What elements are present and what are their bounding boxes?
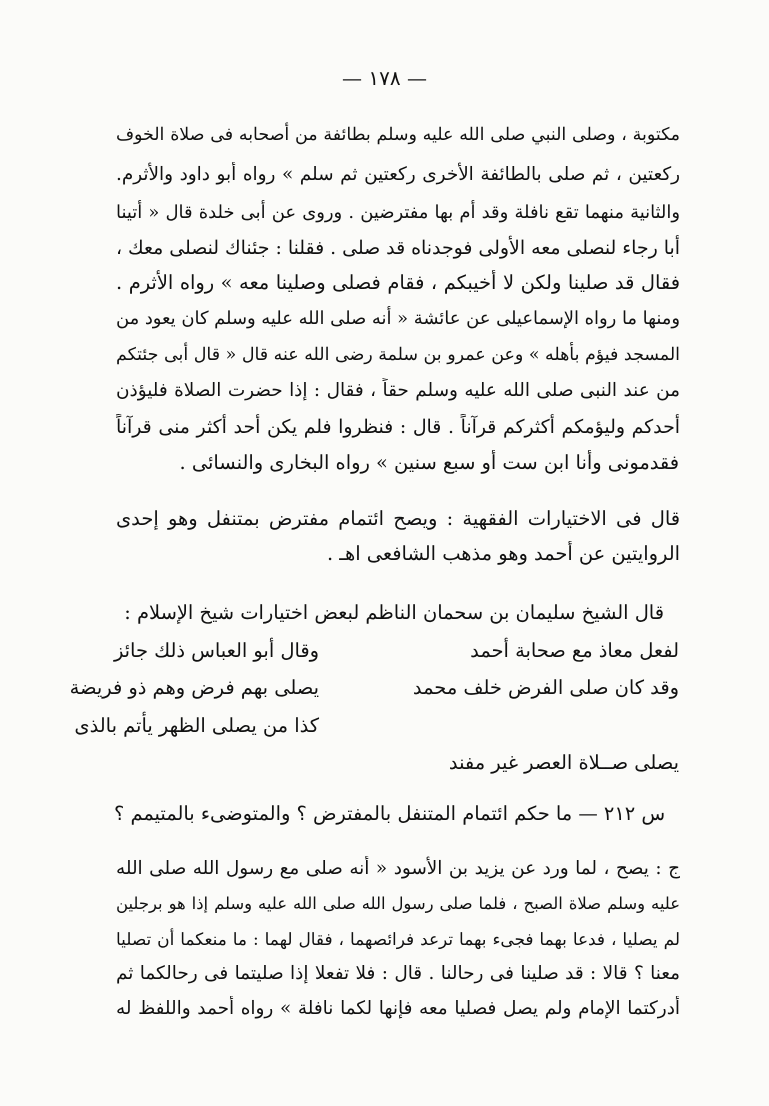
para2-line-2: الروايتين عن أحمد وهو مذهب الشافعى اهـ . <box>326 542 680 565</box>
para1-line-3: والثانية منهما تقع نافلة وقد أم بها مفترضين . وروى عن أبى خلدة قال « أتينا <box>116 202 680 223</box>
answer-line-1: ج : يصح ، لما ورد عن يزيد بن الأسود « أنه صلى مع رسول الله صلى الله <box>116 858 680 879</box>
para1-line-10: فقدمونى وأنا ابن ست أو سبع سنين » رواه البخارى والنسائى . <box>179 451 679 474</box>
para1-line-4: أبا رجاء لنصلى معه الأولى فوجدناه قد صلى . فقلنا : جئناك لنصلى معك ، <box>116 237 680 259</box>
para1-line-7: المسجد فيؤم بأهله » وعن عمرو بن سلمة رضى الله عنه قال « قال أبى جئتكم <box>116 345 680 365</box>
answer-line-2: عليه وسلم صلاة الصبح ، فلما صلى رسول الله صلى الله عليه وسلم إذا هو برجلين <box>116 894 680 913</box>
poem-intro: قال الشيخ سليمان بن سحمان الناظم لبعض اختيارات شيخ الإسلام : <box>124 601 664 624</box>
poem-verse-3-first: كذا من يصلى الظهر يأتم بالذى <box>74 714 319 737</box>
poem-verse-1-second: لفعل معاذ مع صحابة أحمد <box>470 639 679 662</box>
para1-line-5: فقال قد صلينا ولكن لا أخيبكم ، فقام فصلى وصلينا معه » رواه الأثرم . <box>116 271 680 294</box>
answer-line-5: أدركتما الإمام ولم يصل فصليا معه فإنها لكما نافلة » رواه أحمد واللفظ له <box>116 998 680 1019</box>
para2-line-1: قال فى الاختيارات الفقهية : ويصح ائتمام مفترض بمتنفل وهو إحدى <box>116 507 680 530</box>
para1-line-8: من عند النبى صلى الله عليه وسلم حقاً ، فقال : إذا حضرت الصلاة فليؤذن <box>116 380 680 401</box>
para1-line-9: أحدكم وليؤمكم أكثركم قرآناً . قال : فنظروا فلم يكن أحد أكثر منى قرآناً <box>116 416 680 438</box>
poem-verse-2-second: وقد كان صلى الفرض خلف محمد <box>412 676 679 699</box>
para1-line-6: ومنها ما رواه الإسماعيلى عن عائشة « أنه صلى الله عليه وسلم كان يعود من <box>116 308 680 329</box>
answer-line-4: معنا ؟ قالا : قد صلينا فى رحالنا . قال : فلا تفعلا إذا صليتما فى رحالكما ثم <box>116 963 680 984</box>
para1-line-2: ركعتين ، ثم صلى بالطائفة الأخرى ركعتين ثم سلم » رواه أبو داود والأثرم. <box>116 164 680 185</box>
question-heading: س ٢١٢ — ما حكم ائتمام المتنفل بالمفترض ؟ والمتوضىء بالمتيمم ؟ <box>113 802 665 825</box>
page-number: — ١٧٨ — <box>342 66 427 90</box>
answer-line-3: لم يصليا ، فدعا بهما فجىء بهما ترعد فرائصهما ، فقال لهما : ما منعكما أن تصليا <box>116 929 680 949</box>
para1-line-1: مكتوبة ، وصلى النبي صلى الله عليه وسلم بطائفة من أصحابه فى صلاة الخوف <box>116 125 680 145</box>
poem-verse-1-first: وقال أبو العباس ذلك جائز <box>113 639 319 662</box>
poem-verse-2-first: يصلى بهم فرض وهم ذو فريضة <box>69 676 319 699</box>
poem-verse-4-second: يصلى صــلاة العصر غير مفند <box>448 751 679 774</box>
